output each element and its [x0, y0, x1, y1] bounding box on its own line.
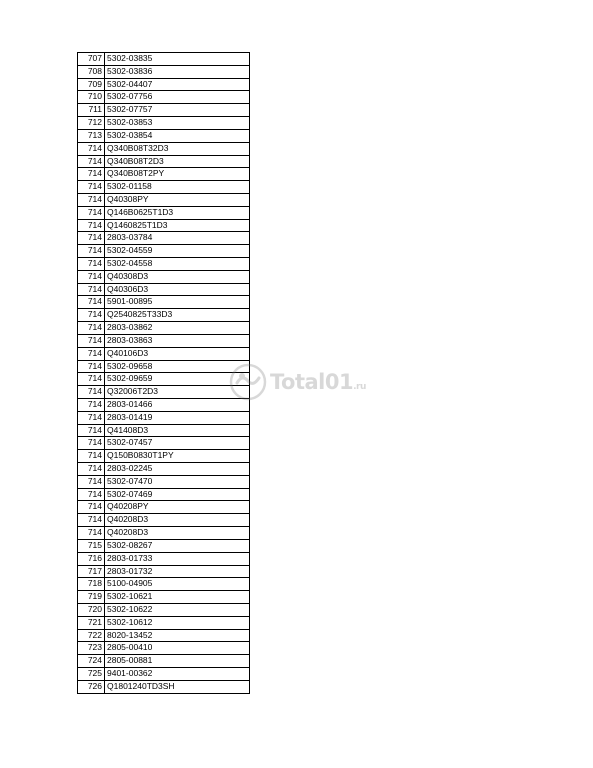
part-code-cell: 5302-07457: [105, 437, 250, 449]
row-number-cell: 714: [78, 143, 105, 155]
table-row: [78, 361, 250, 374]
table-row: [78, 245, 250, 258]
row-number-cell: 725: [78, 668, 105, 680]
row-number-cell: 720: [78, 604, 105, 616]
row-number-cell: 714: [78, 450, 105, 462]
table-row: [78, 156, 250, 169]
row-number-cell: 714: [78, 156, 105, 168]
table-row: [78, 117, 250, 130]
part-code-cell: 2803-03862: [105, 322, 250, 334]
part-code-cell: Q2540825T33D3: [105, 309, 250, 321]
table-row: [78, 194, 250, 207]
table-row: [78, 604, 250, 617]
part-code-cell: Q40306D3: [105, 284, 250, 296]
part-code-cell: Q41408D3: [105, 425, 250, 437]
row-number-cell: 712: [78, 117, 105, 129]
part-code-cell: 5302-04558: [105, 258, 250, 270]
row-number-cell: 710: [78, 91, 105, 103]
row-number-cell: 714: [78, 489, 105, 501]
table-row: [78, 348, 250, 361]
row-number-cell: 714: [78, 309, 105, 321]
part-code-cell: 5302-03835: [105, 53, 250, 65]
table-row: [78, 681, 250, 694]
part-code-cell: Q150B0830T1PY: [105, 450, 250, 462]
table-row: [78, 91, 250, 104]
table-row: [78, 181, 250, 194]
table-row: [78, 412, 250, 425]
part-code-cell: 2805-00410: [105, 642, 250, 654]
part-code-cell: Q40308D3: [105, 271, 250, 283]
table-row: [78, 168, 250, 181]
table-row: [78, 130, 250, 143]
part-code-cell: 2803-01733: [105, 553, 250, 565]
part-code-cell: 5302-07470: [105, 476, 250, 488]
part-code-cell: 5302-10612: [105, 617, 250, 629]
row-number-cell: 714: [78, 296, 105, 308]
part-code-cell: 2803-02245: [105, 463, 250, 475]
part-code-cell: 5302-07756: [105, 91, 250, 103]
row-number-cell: 716: [78, 553, 105, 565]
row-number-cell: 714: [78, 181, 105, 193]
row-number-cell: 714: [78, 373, 105, 385]
part-code-cell: 5302-07469: [105, 489, 250, 501]
row-number-cell: 721: [78, 617, 105, 629]
row-number-cell: 714: [78, 168, 105, 180]
table-row: [78, 527, 250, 540]
row-number-cell: 714: [78, 335, 105, 347]
table-row: [78, 373, 250, 386]
watermark: [228, 362, 366, 402]
row-number-cell: 714: [78, 386, 105, 398]
row-number-cell: 709: [78, 79, 105, 91]
watermark-text: Total01.ru: [270, 370, 366, 394]
row-number-cell: 715: [78, 540, 105, 552]
table-row: [78, 501, 250, 514]
table-row: [78, 450, 250, 463]
row-number-cell: 713: [78, 130, 105, 142]
row-number-cell: 714: [78, 220, 105, 232]
part-code-cell: 5302-03854: [105, 130, 250, 142]
table-row: [78, 514, 250, 527]
row-number-cell: 714: [78, 476, 105, 488]
part-code-cell: 2803-01419: [105, 412, 250, 424]
table-row: [78, 425, 250, 438]
part-code-cell: 5302-10621: [105, 591, 250, 603]
row-number-cell: 711: [78, 104, 105, 116]
part-code-cell: Q1801240TD3SH: [105, 681, 250, 693]
part-code-cell: 2805-00881: [105, 655, 250, 667]
table-row: [78, 630, 250, 643]
row-number-cell: 714: [78, 194, 105, 206]
table-row: [78, 566, 250, 579]
row-number-cell: 714: [78, 412, 105, 424]
part-code-cell: 5302-04559: [105, 245, 250, 257]
row-number-cell: 708: [78, 66, 105, 78]
row-number-cell: 717: [78, 566, 105, 578]
part-code-cell: 5100-04905: [105, 578, 250, 590]
part-code-cell: 2803-03863: [105, 335, 250, 347]
row-number-cell: 714: [78, 361, 105, 373]
part-code-cell: 5302-08267: [105, 540, 250, 552]
table-row: [78, 53, 250, 66]
part-code-cell: Q40208PY: [105, 501, 250, 513]
row-number-cell: 723: [78, 642, 105, 654]
row-number-cell: 722: [78, 630, 105, 642]
part-code-cell: 5302-04407: [105, 79, 250, 91]
parts-table: [77, 52, 250, 694]
table-row: [78, 386, 250, 399]
table-row: [78, 617, 250, 630]
watermark-logo-icon: [228, 362, 268, 402]
row-number-cell: 714: [78, 399, 105, 411]
part-code-cell: Q340B08T32D3: [105, 143, 250, 155]
part-code-cell: Q40106D3: [105, 348, 250, 360]
row-number-cell: 714: [78, 527, 105, 539]
part-code-cell: Q340B08T2PY: [105, 168, 250, 180]
table-row: [78, 271, 250, 284]
row-number-cell: 714: [78, 258, 105, 270]
table-row: [78, 284, 250, 297]
row-number-cell: 726: [78, 681, 105, 693]
table-row: [78, 104, 250, 117]
row-number-cell: 714: [78, 463, 105, 475]
table-row: [78, 322, 250, 335]
table-row: [78, 642, 250, 655]
row-number-cell: 714: [78, 348, 105, 360]
part-code-cell: Q146B0625T1D3: [105, 207, 250, 219]
row-number-cell: 718: [78, 578, 105, 590]
table-row: [78, 258, 250, 271]
table-row: [78, 309, 250, 322]
table-row: [78, 399, 250, 412]
part-code-cell: Q340B08T2D3: [105, 156, 250, 168]
part-code-cell: 5302-03836: [105, 66, 250, 78]
part-code-cell: 2803-03784: [105, 232, 250, 244]
table-row: [78, 591, 250, 604]
row-number-cell: 714: [78, 322, 105, 334]
part-code-cell: Q1460825T1D3: [105, 220, 250, 232]
row-number-cell: 719: [78, 591, 105, 603]
row-number-cell: 714: [78, 514, 105, 526]
part-code-cell: 5302-01158: [105, 181, 250, 193]
table-row: [78, 66, 250, 79]
row-number-cell: 714: [78, 245, 105, 257]
row-number-cell: 707: [78, 53, 105, 65]
table-row: [78, 578, 250, 591]
table-row: [78, 437, 250, 450]
table-row: [78, 296, 250, 309]
table-row: [78, 335, 250, 348]
table-row: [78, 220, 250, 233]
table-row: [78, 655, 250, 668]
part-code-cell: Q40308PY: [105, 194, 250, 206]
part-code-cell: 5302-07757: [105, 104, 250, 116]
row-number-cell: 714: [78, 207, 105, 219]
row-number-cell: 714: [78, 284, 105, 296]
table-row: [78, 79, 250, 92]
row-number-cell: 714: [78, 501, 105, 513]
part-code-cell: 5302-10622: [105, 604, 250, 616]
part-code-cell: 5302-09658: [105, 361, 250, 373]
part-code-cell: 5302-09659: [105, 373, 250, 385]
table-row: [78, 207, 250, 220]
table-row: [78, 668, 250, 681]
table-row: [78, 143, 250, 156]
part-code-cell: 5901-00895: [105, 296, 250, 308]
row-number-cell: 714: [78, 271, 105, 283]
part-code-cell: Q32006T2D3: [105, 386, 250, 398]
row-number-cell: 714: [78, 437, 105, 449]
table-row: [78, 540, 250, 553]
part-code-cell: 8020-13452: [105, 630, 250, 642]
table-row: [78, 232, 250, 245]
part-code-cell: Q40208D3: [105, 514, 250, 526]
table-row: [78, 553, 250, 566]
table-row: [78, 476, 250, 489]
table-row: [78, 489, 250, 502]
part-code-cell: 2803-01732: [105, 566, 250, 578]
row-number-cell: 714: [78, 232, 105, 244]
row-number-cell: 714: [78, 425, 105, 437]
row-number-cell: 724: [78, 655, 105, 667]
part-code-cell: 2803-01466: [105, 399, 250, 411]
part-code-cell: Q40208D3: [105, 527, 250, 539]
part-code-cell: 5302-03853: [105, 117, 250, 129]
table-row: [78, 463, 250, 476]
part-code-cell: 9401-00362: [105, 668, 250, 680]
